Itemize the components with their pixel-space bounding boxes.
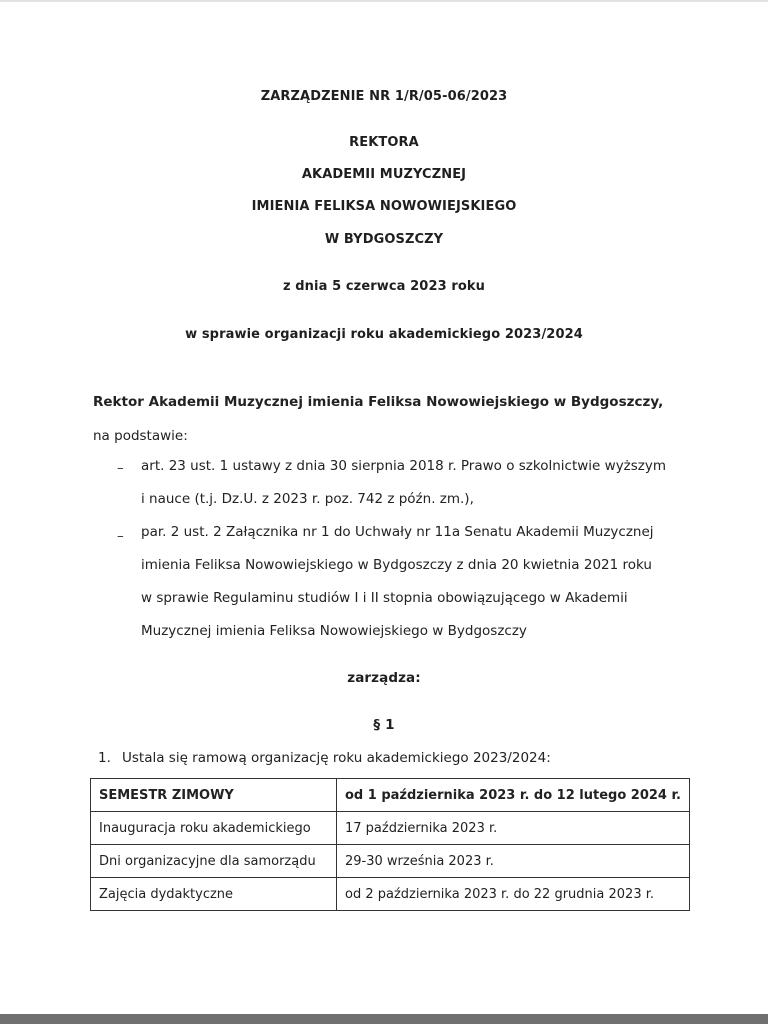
bullet-dash: – [117, 460, 124, 476]
academic-year-table [90, 778, 690, 911]
table-cell: 29-30 września 2023 r. [336, 845, 689, 878]
document-date: z dnia 5 czerwca 2023 roku [282, 279, 486, 294]
bullet-1-line-2: i nauce (t.j. Dz.U. z 2023 r. poz. 742 z późn. zm.), [141, 491, 474, 507]
table-row [91, 845, 690, 878]
legal-basis-label: na podstawie: [93, 428, 188, 444]
table-cell: 17 października 2023 r. [336, 812, 689, 845]
table-cell: od 2 października 2023 r. do 22 grudnia 2023 r. [336, 878, 689, 911]
table-header-cell: od 1 października 2023 r. do 12 lutego 2024 r. [336, 779, 689, 812]
rector-statement: Rektor Akademii Muzycznej imienia Feliksa Nowowiejskiego w Bydgoszczy, [93, 394, 664, 410]
table-row [91, 878, 690, 911]
table-cell: Inauguracja roku akademickiego [91, 812, 337, 845]
scan-bottom-edge [0, 1014, 768, 1024]
header-academy: AKADEMII MUZYCZNEJ [301, 167, 467, 182]
point-text: Ustala się ramową organizację roku akademickiego 2023/2024: [122, 750, 551, 766]
bullet-dash: – [117, 528, 124, 544]
bullet-2-line-3: w sprawie Regulaminu studiów I i II stopnia obowiązującego w Akademii [141, 590, 628, 606]
header-city: W BYDGOSZCZY [324, 232, 444, 247]
bullet-2-line-4: Muzycznej imienia Feliksa Nowowiejskiego w Bydgoszczy [141, 623, 527, 639]
bullet-2-line-2: imienia Feliksa Nowowiejskiego w Bydgoszczy z dnia 20 kwietnia 2021 roku [141, 557, 652, 573]
document-subject: w sprawie organizacji roku akademickiego 2023/2024 [185, 327, 583, 342]
bullet-1-line-1: art. 23 ust. 1 ustawy z dnia 30 sierpnia 2018 r. Prawo o szkolnictwie wyższym [141, 458, 667, 474]
table-header-cell: SEMESTR ZIMOWY [91, 779, 337, 812]
table-cell: Zajęcia dydaktyczne [91, 878, 337, 911]
table-header-row [91, 779, 690, 812]
table-cell: Dni organizacyjne dla samorządu [91, 845, 337, 878]
table-row [91, 812, 690, 845]
scan-top-edge [0, 0, 768, 2]
header-rector: REKTORA [349, 135, 419, 150]
section-heading: § 1 [373, 717, 395, 733]
bullet-2-line-1: par. 2 ust. 2 Załącznika nr 1 do Uchwały nr 11a Senatu Akademii Muzycznej [141, 524, 654, 540]
ordinance-number: ZARZĄDZENIE NR 1/R/05-06/2023 [260, 89, 508, 104]
header-patron: IMIENIA FELIKSA NOWOWIEJSKIEGO [251, 199, 517, 214]
point-number: 1. [98, 750, 111, 766]
orders-heading: zarządza: [347, 670, 421, 686]
